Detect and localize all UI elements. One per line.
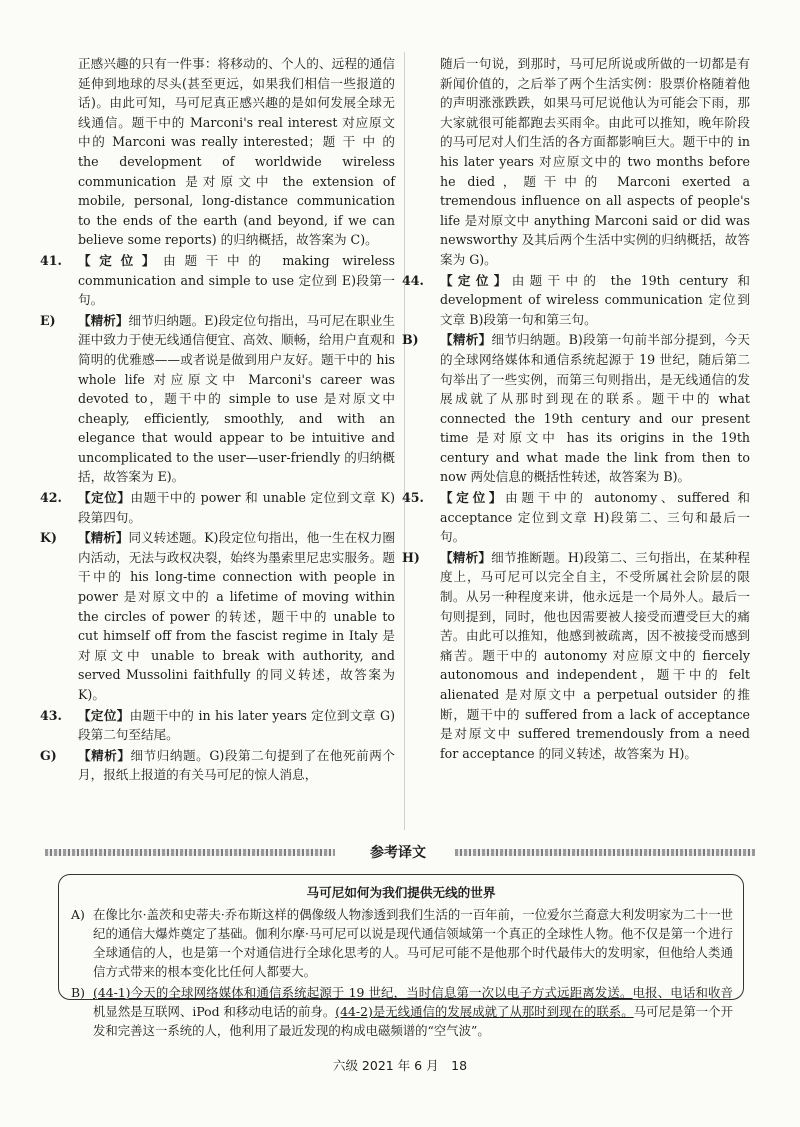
item-label: 43.: [40, 707, 62, 723]
item-label: G): [40, 747, 57, 763]
translation-para-a: [71, 905, 733, 981]
item-label: E): [40, 312, 56, 328]
answer-item-41-analysis: [40, 311, 395, 487]
answer-item-43-analysis: [40, 746, 395, 785]
item-text: 细节归纳题。B)段第一句前半部分提到，今天的全球网络媒体和通信系统起源于 19 世纪，随后第二句举出了一些实例，而第三句则指出，是无线通信的发展成就了从那时到现在的联系。题干中的 what connected the 19th century and our present time 是对原文中 has its origins in the 19th century and what made the link from then to now 两处信息的概括性转述，故答案为 B)。: [440, 332, 751, 485]
header-band-left: [45, 849, 335, 856]
translation-box-title: 马可尼如何为我们提供无线的世界: [306, 885, 496, 900]
item-tag: 【精析】: [440, 549, 492, 565]
translation-box: [58, 874, 744, 1038]
underlined-sentence-44-2: (44-2)是无线通信的发展成就了从那时到现在的联系。: [335, 1004, 634, 1019]
item-label: 45.: [402, 490, 424, 506]
item-tag: 【定位】: [78, 252, 164, 268]
underlined-sentence-44-1: (44-1)今天的全球网络媒体和通信系统起源于 19 世纪，当时信息第一次以电子方式远距离发送。: [93, 985, 633, 1000]
translation-section-header: [45, 842, 755, 864]
right-column: [402, 54, 751, 763]
answer-item-44: [402, 271, 750, 330]
para-sentence: 电报、电话和收音机显然是互联网、iPod 和移动电话的前身。: [93, 985, 733, 1019]
para-label: B): [71, 985, 85, 1000]
item-label: H): [402, 549, 420, 565]
answer-item-44-analysis: [402, 330, 751, 487]
item-tag: 【精析】: [78, 312, 129, 328]
item-tag: 【定位】: [78, 707, 130, 723]
answer-item-45-analysis: [402, 548, 750, 764]
answer-item-45: [402, 488, 750, 547]
item-tag: 【定位】: [440, 272, 512, 288]
para-text: 在像比尔·盖茨和史蒂夫·乔布斯这样的偶像级人物渗透到我们生活的一百年前，一位爱尔兰裔意大利发明家为二十一世纪的通信大爆炸奠定了基础。伽利尔摩·马可尼可以说是现代通信领域第一个真正的全球性人物。他不仅是第一个进行全球通信的人，也是第一个对通信进行全球化思考的人。马可尼可能不是他那个时代最伟大的发明家，但他给人类通信方式带来的根本变化比任何人都要大。: [93, 907, 733, 979]
item-text: 由题干中的 power 和 unable 定位到文章 K)段第四句。: [78, 490, 396, 525]
item-label: 44.: [402, 272, 424, 288]
item-text: 同义转述题。K)段定位句指出，他一生在权力圈内活动，无法与政权决裂，始终为墨索里尼忠实服务。题干中的 his long-time connection with people in power 是对原文中的 a lifetime of moving within the circles of power 的转述，题干中的 unable to cut himself off from the fascist regime in Italy 是对原文中 unable to break with authority, and served Mussolini faithfully 的同义转述，故答案为 K)。: [78, 530, 396, 702]
answer-item-42-analysis: [40, 528, 396, 704]
page-footer: 六级 2021 年 6 月 18: [332, 1058, 468, 1073]
header-band-right: [455, 849, 755, 856]
item-text: 细节归纳题。E)段定位句指出，马可尼在职业生涯中致力于使无线通信便宜、高效、顺畅，给用户直观和简明的优雅感——或者说是做到用户友好。题干中的 his whole life 对应原文中 Marconi's career was devoted to，题干中的 simple to use 是对原文中 cheaply, efficiently, smoothly, and with an elegance that would appear to be intuitive and uncomplicated to the user—user-friendly 的归纳概括，故答案为 E)。: [78, 312, 395, 485]
answer-item-41: [40, 251, 395, 310]
item-text: 由题干中的 autonomy、suffered 和 acceptance 定位到文章 H)段第二、三句和最后一句。: [440, 490, 750, 545]
item-tag: 【定位】: [440, 490, 506, 506]
item-label: K): [40, 530, 57, 546]
column-divider: [404, 52, 405, 830]
right-continuation: 随后一句说，到那时，马可尼所说或所做的一切都是有新闻价值的，之后举了两个生活实例：股票价格随着他的声明涨涨跌跌，如果马可尼说他认为可能会下雨，那大家就很可能都跑去买雨伞。由此可以推知，晚年阶段的马可尼对人们生活的各方面都影响巨大。题干中的 in his later years 对应原文中的 two months before he died，题干中的 Marconi exerted a tremendous influence on all aspects of people's life 是对原文中 anything Marconi said or did was newsworthy 及其后两个生活中实例的归纳概括，故答案为 G)。: [440, 56, 750, 267]
item-text: 由题干中的 the 19th century 和 development of wireless communication 定位到文章 B)段第一句和第三句。: [440, 272, 750, 327]
item-tag: 【精析】: [440, 332, 492, 348]
item-text: 由题干中的 making wireless communication and simple to use 定位到 E)段第一句。: [78, 252, 395, 308]
item-text: 由题干中的 in his later years 定位到文章 G)段第二句至结尾。: [78, 707, 395, 743]
item-text: 细节推断题。H)段第二、三句指出，在某种程度上，马可尼可以完全自主，不受所属社会阶层的限制。从另一种程度来讲，他永远是一个局外人。最后一句则提到，同时，他也因需要被人接受而遭受巨大的痛苦。由此可以推知，他感到被疏离，因不被接受而感到痛苦。题干中的 autonomy 对应原文中的 fiercely autonomous and independent，题干中的 felt alienated 是对原文中 a perpetual outsider 的推断，题干中的 suffered from a lack of acceptance 是对原文中 suffered tremendously from a need for acceptance 的同义转述，故答案为 H)。: [440, 549, 750, 761]
item-tag: 【精析】: [78, 530, 129, 546]
left-column: [40, 54, 396, 785]
para-label: A): [71, 907, 85, 922]
answer-item-43: [40, 706, 395, 745]
item-text: 细节归纳题。G)段第二句提到了在他死前两个月，报纸上报道的有关马可尼的惊人消息，: [78, 747, 395, 783]
translation-para-b: [71, 983, 733, 1040]
item-label: B): [402, 332, 419, 348]
item-label: 42.: [40, 490, 62, 506]
para-sentence: 马可尼是第一个开发和完善这一系统的人，他利用了最近发现的构成电磁频谱的“空气波”。: [93, 1004, 733, 1038]
item-tag: 【定位】: [78, 490, 131, 506]
item-tag: 【精析】: [78, 747, 131, 763]
left-continuation: 正感兴趣的只有一件事：将移动的、个人的、远程的通信延伸到地球的尽头(甚至更远，如果我们相信一些报道的话)。由此可知，马可尼真正感兴趣的是如何发展全球无线通信。题干中的 Marconi's real interest 对应原文中的 Marconi was really interested；题 干 中 的 the development of worldwide wireless communication 是对原文中 the extension of mobile, personal, long-distance communication to the ends of the earth (and beyond, if we can believe some reports) 的归纳概括，故答案为 C)。: [78, 56, 395, 248]
answer-item-42: [40, 488, 396, 527]
item-label: 41.: [40, 252, 62, 268]
translation-section-title: 参考译文: [370, 845, 426, 861]
